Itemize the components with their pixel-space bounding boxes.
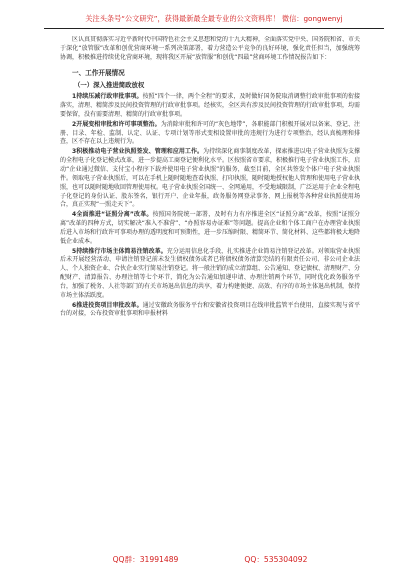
paragraph-6-lead: 6推进投资项目审批改革。 [72, 301, 143, 309]
paragraph-2 [60, 121, 360, 148]
paragraph-3 [60, 148, 360, 210]
footer-qq-group: QQ群：31991489 [112, 555, 179, 564]
document-body [60, 36, 360, 546]
paragraph-1-lead: 1持续压减行政审批事项。 [72, 93, 143, 101]
paragraph-5 [60, 248, 360, 301]
page-header-banner: 关注头条号“公文研究”，获得最新最全最专业的公文资料库！ 微信：gongwenyj [85, 14, 343, 23]
paragraph-2-text: 为消除审批和许可的“灰色地带”，各职能部门积极开展对以备案、登记、注册、目录、年检、监制、认定、认证、专项计划等形式变相设置审批的违规行为进行专项整治，经认真梳理和排查，区不存在以上违规行为。 [60, 120, 360, 146]
paragraph-5-lead: 5持续推行市场主体简易注销改革。 [72, 247, 167, 255]
intro-paragraph: 区认真贯彻落实习近平新时代中国特色社会主义思想和党的十九大精神，全面落实党中央、国务院和省、市关于深化“放管服”改革和创优营商环境一系列决策部署，着力营造公平竞争的良好环境，强化责任担当，加强统筹协调，积极推进持续优化营商环境，现将我区开展“放管服”和创优“四最”营商环境工作情况报告如下： [60, 36, 360, 61]
paragraph-5-text: 充分运用信息化手段，扎实推进企业简易注销登记改革。对领取营业执照后未开展经营活动、申请注销登记前未发生债权债务或者已将债权债务清算完结的有限责任公司、非公司企业法人、个人独资企业、合伙企业实行简易注销登记。将一般注销的成立清算组、公告通知、登记债权、清理财产、分配财产、清算报告、办理注销等七个环节，简化为公告通知加递申请、办理注销两个环节，同时优化政务服务平台，加强了税务、人社等部门的有关市场退出信息的共享，着力构建便捷、高效、有序的市场主体退出机制，保持市场主体活跃度。 [60, 247, 360, 299]
paragraph-2-lead: 2开展变相审批和许可事项整治。 [72, 120, 161, 128]
paragraph-6-text: 通过安徽政务服务平台和安徽省投资项目在线审批监管平台使用，直接实现与省平台的对接，公布投资审批事项和申报材料 [60, 301, 360, 318]
paragraph-1-text: 按照“四个一律，两个全程”的要求，及时做好国务院取消调整行政审批事项的衔接落实，清理、精简涉及民间投资管理的行政审批事项。经核实，全区共有涉及民间投资管理的行政审批事项，均需要保留，没有需要清理、精简的行政审批事项。 [60, 93, 360, 118]
paragraph-1 [60, 93, 360, 120]
paragraph-3-text: 为持续深化商事制度改革，探索推进以电子营业执照为支撑的全程电子化登记模式改革，进一步提高工商登记便利化水平。区按照省市要求，积极推行电子营业执照工作，启动“企业通过微信、支付宝小程序下载并使用电子营业执照”的服务，截至目前，全区共签发个体户电子营业执照件。领取电子营业执照后，可以在手机上随时随地查看执照、打印执照，随时随地授权他人管理和使用电子营业执照，也可以随时随地收回管理使用权。电子营业执照全国统一、全网通用，不受地域限制，广泛运用于企业全程电子化登记的身份认证、股东签名，银行开户、企业年报，政务服务网登录事务、网上报税等各种营业执照使用场合，真正实现“一照走天下”。 [60, 148, 360, 209]
paragraph-4-text: 按照国务院统一部署，及时有力有序推进全区“证照分离”改革，按照“证照分离”改革的四种方式，切实解决“准入不准营”、“办照容易办证难”等问题。提高企业和个体工商户在办理营业执照后进入市场和行政许可事项办理的透明度和可预期性，进一步压缩时限、精简环节、简化材料、这些都将极大地降低企业成本。 [60, 211, 360, 245]
footer-qq-contact: QQ：535304092 [244, 555, 308, 564]
paragraph-3-lead: 3积极推动电子营业执照签发、管理和应用工作。 [72, 148, 204, 156]
paragraph-4-lead: 4全面推进“证照分离”改革。 [72, 211, 153, 219]
paragraph-4 [60, 211, 360, 246]
subsection-heading: （一）深入推进简政放权 [74, 81, 145, 90]
page-footer [60, 554, 360, 566]
header-divider [44, 28, 384, 29]
section-heading: 一、工作开展情况 [72, 68, 125, 77]
paragraph-6 [60, 302, 360, 320]
